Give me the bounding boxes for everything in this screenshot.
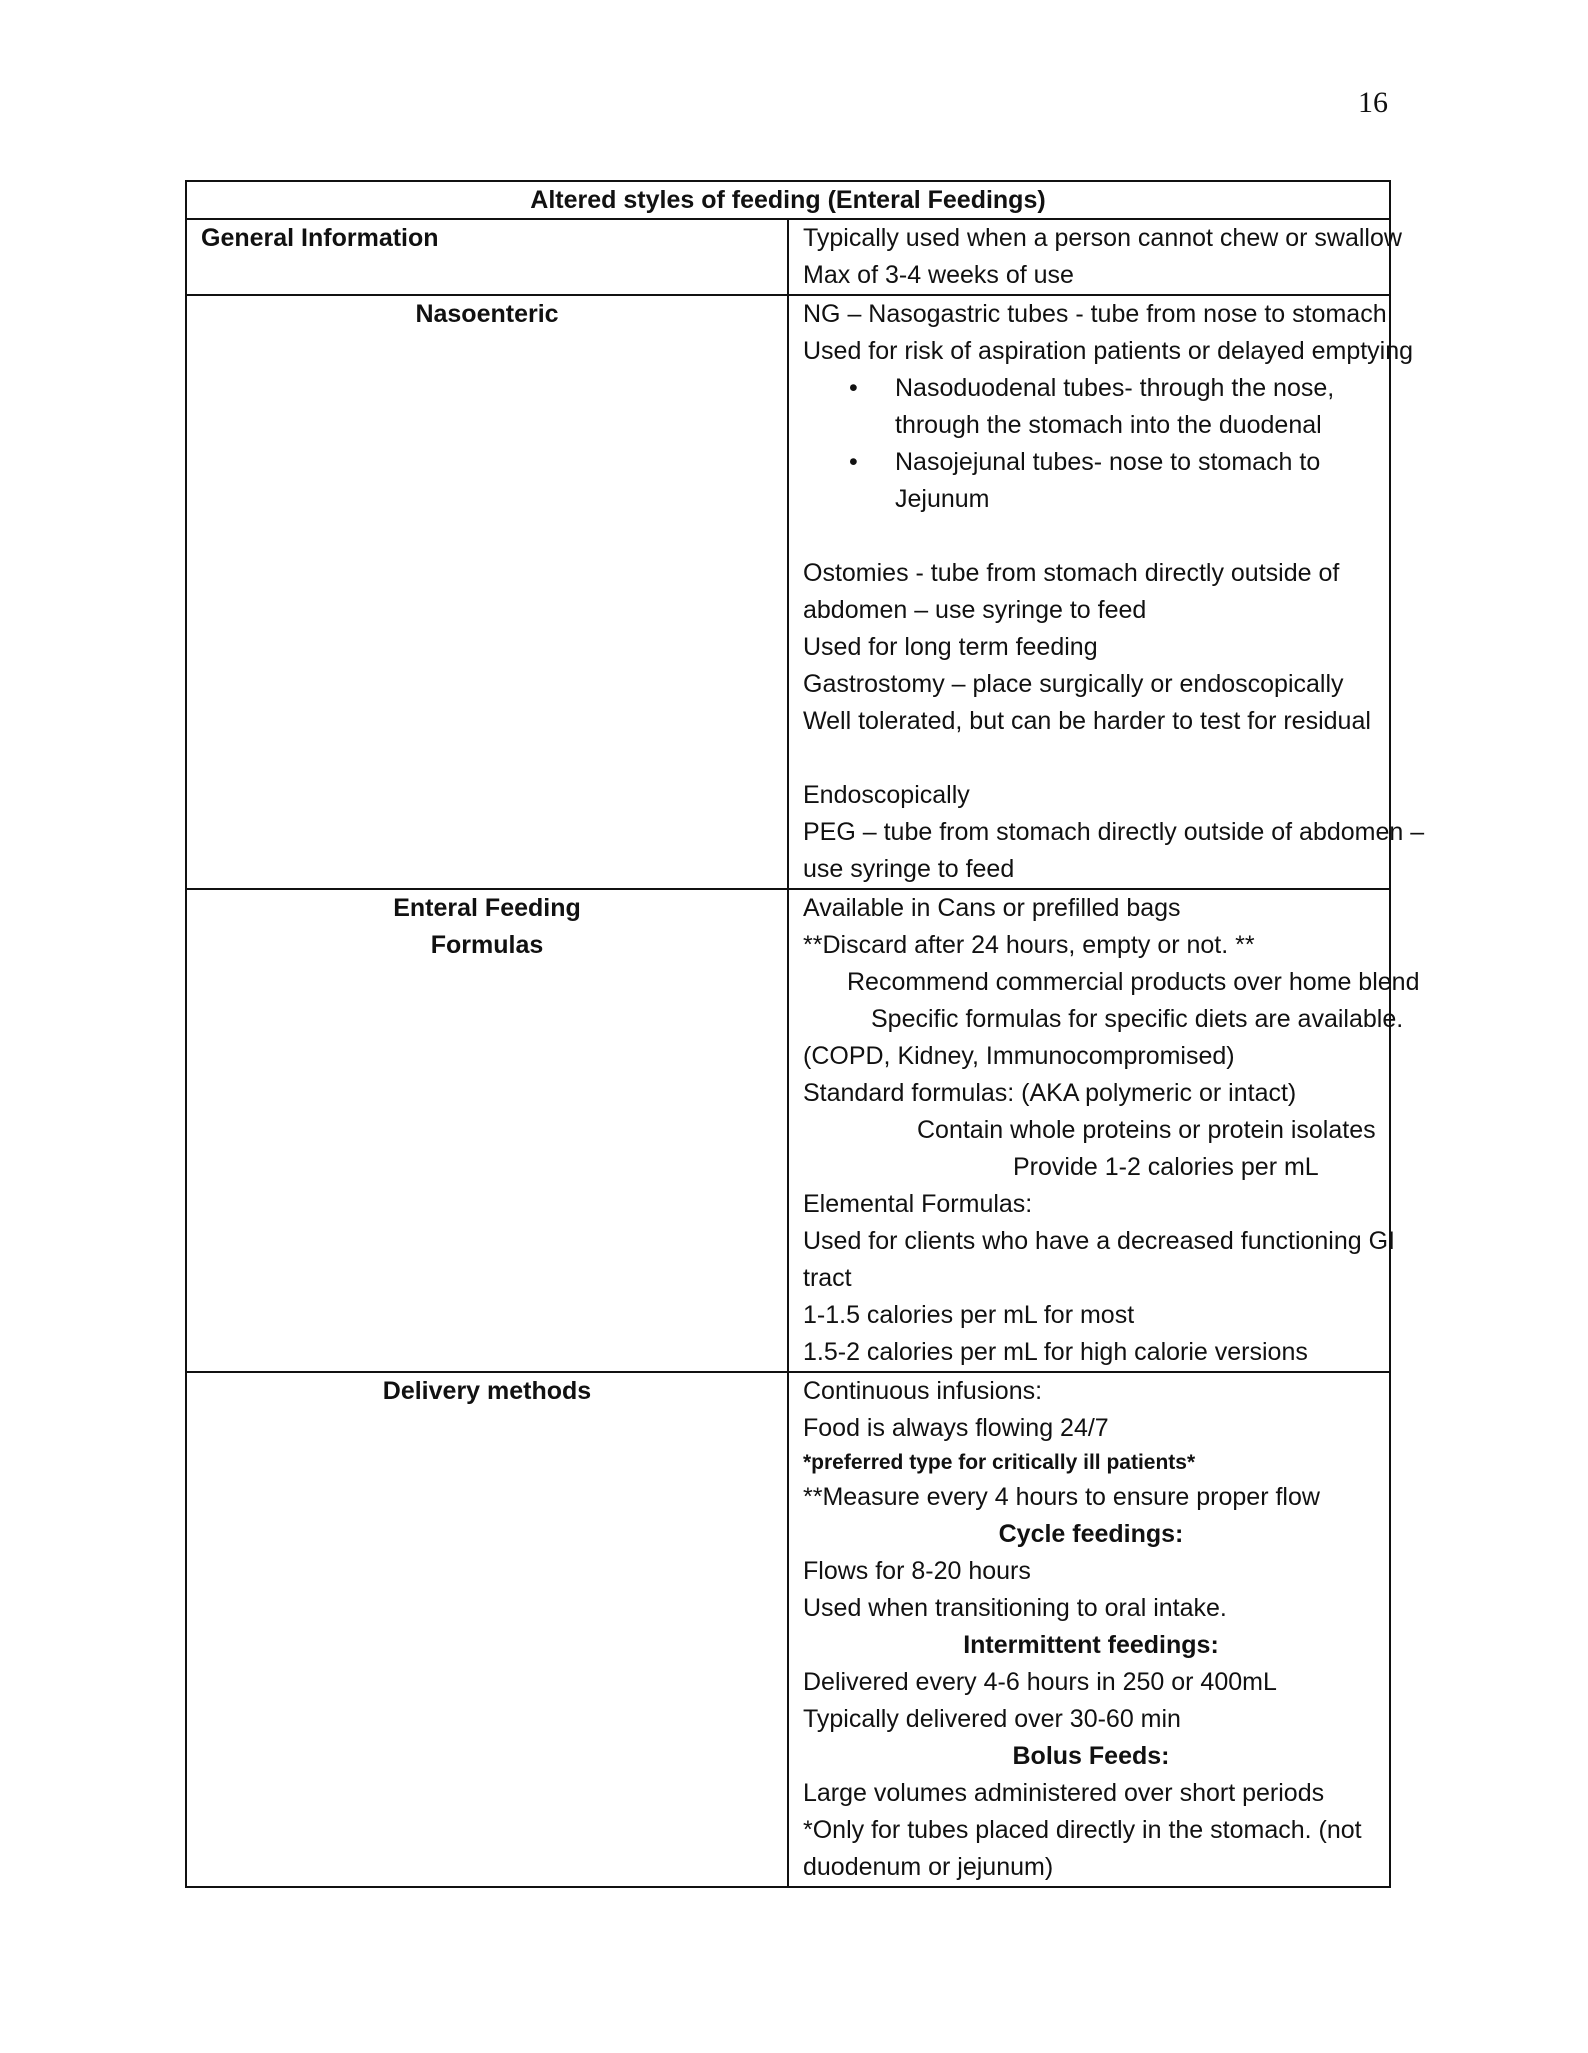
subheading: Intermittent feedings:	[963, 1631, 1219, 1659]
blank-line	[803, 518, 1379, 555]
table-row	[186, 295, 1390, 889]
row-content	[788, 295, 1425, 889]
page-number: 16	[1358, 86, 1388, 119]
text-line: *Only for tubes placed directly in the stomach. (not	[803, 1816, 1362, 1844]
blank-line	[803, 740, 1379, 777]
text-line: Large volumes administered over short periods	[803, 1779, 1325, 1807]
row-label	[186, 889, 788, 1372]
enteral-feedings-table	[185, 180, 1425, 1888]
text-line: *preferred type for critically ill patients*	[803, 1451, 1196, 1474]
row-content	[788, 889, 1420, 1372]
bullet-item: • Nasojejunal tubes- nose to stomach to Jejunum	[803, 444, 1379, 518]
text-line: Endoscopically	[803, 781, 970, 809]
text-line: Typically delivered over 30-60 min	[803, 1705, 1181, 1733]
row-label: Delivery methods	[186, 1372, 788, 1887]
text-line: Provide 1-2 calories per mL	[1013, 1153, 1319, 1181]
text-line: Typically used when a person cannot chew or swallow	[803, 224, 1402, 252]
text-line: Ostomies - tube from stomach directly outside of	[803, 559, 1340, 587]
text-line: NG – Nasogastric tubes - tube from nose to stomach	[803, 300, 1387, 328]
row-content	[788, 1372, 1390, 1887]
text-line: PEG – tube from stomach directly outside of abdomen –	[803, 818, 1425, 846]
bullet-item: • Nasoduodenal tubes- through the nose, through the stomach into the duodenal	[803, 370, 1379, 444]
row-label: Nasoenteric	[186, 295, 788, 889]
subheading: Cycle feedings:	[998, 1520, 1184, 1548]
table-row	[186, 889, 1390, 1372]
text-line: Recommend commercial products over home blend	[847, 968, 1420, 996]
text-line: Well tolerated, but can be harder to test for residual	[803, 707, 1371, 735]
text-line: Used for long term feeding	[803, 633, 1098, 661]
text-line: Gastrostomy – place surgically or endoscopically	[803, 670, 1344, 698]
subheading: Bolus Feeds:	[1012, 1742, 1170, 1770]
table-title-row	[186, 181, 1390, 219]
table-row	[186, 1372, 1390, 1887]
text-line: (COPD, Kidney, Immunocompromised)	[803, 1042, 1235, 1070]
text-line: duodenum or jejunum)	[803, 1853, 1054, 1881]
text-line: use syringe to feed	[803, 855, 1015, 883]
text-line: Elemental Formulas:	[803, 1190, 1033, 1218]
text-line: Used when transitioning to oral intake.	[803, 1594, 1227, 1622]
text-line: Max of 3-4 weeks of use	[803, 261, 1074, 289]
text-line: Contain whole proteins or protein isolates	[917, 1116, 1376, 1144]
text-line: 1.5-2 calories per mL for high calorie versions	[803, 1338, 1308, 1366]
text-line: Used for risk of aspiration patients or delayed emptying	[803, 337, 1414, 365]
text-line: Available in Cans or prefilled bags	[803, 894, 1181, 922]
text-line: tract	[803, 1264, 852, 1292]
row-label-text: Enteral Feeding Formulas	[393, 894, 581, 959]
text-line: Used for clients who have a decreased functioning GI	[803, 1227, 1396, 1255]
table-row	[186, 219, 1390, 295]
text-line: 1-1.5 calories per mL for most	[803, 1301, 1135, 1329]
text-line: Delivered every 4-6 hours in 250 or 400mL	[803, 1668, 1277, 1696]
text-line: abdomen – use syringe to feed	[803, 596, 1147, 624]
text-line: Flows for 8-20 hours	[803, 1557, 1031, 1585]
row-content	[788, 219, 1402, 295]
text-line: **Measure every 4 hours to ensure proper flow	[803, 1483, 1320, 1511]
text-line: Continuous infusions:	[803, 1377, 1043, 1405]
row-label: General Information	[186, 219, 788, 295]
text-line: Food is always flowing 24/7	[803, 1414, 1109, 1442]
table-title: Altered styles of feeding (Enteral Feedings)	[186, 181, 1390, 219]
text-line: **Discard after 24 hours, empty or not. **	[803, 931, 1255, 959]
text-line: Specific formulas for specific diets are available.	[871, 1005, 1404, 1033]
text-line: Standard formulas: (AKA polymeric or intact)	[803, 1079, 1297, 1107]
